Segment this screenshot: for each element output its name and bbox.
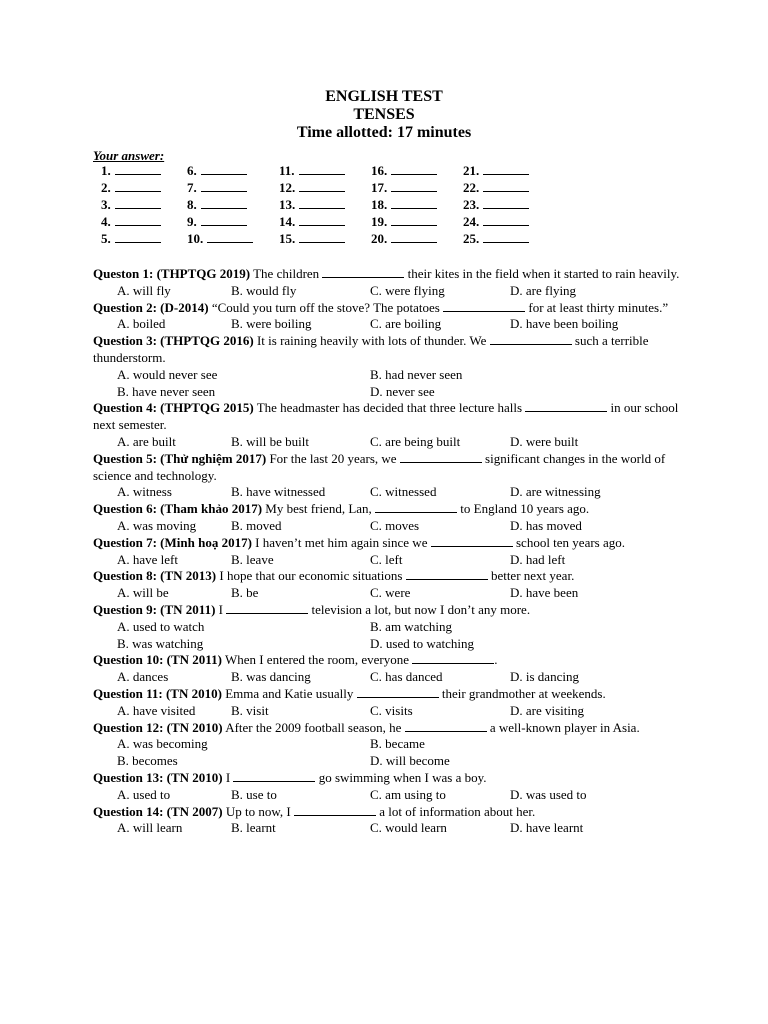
answer-option[interactable]: A. will learn <box>117 820 183 836</box>
question-label: Question 11: <box>93 685 163 701</box>
options-row <box>93 669 683 686</box>
answer-option[interactable]: B. have witnessed <box>231 484 326 500</box>
answer-number: 17. <box>371 180 388 195</box>
answer-blank[interactable] <box>483 163 529 175</box>
question-source: (TN 2011) <box>166 652 222 668</box>
answer-blank[interactable] <box>391 197 437 209</box>
question-label: Question 4: <box>93 400 157 416</box>
question-blank[interactable] <box>431 535 513 547</box>
answer-blank[interactable] <box>483 231 529 243</box>
options-row <box>93 316 683 333</box>
question-label: Question 3: <box>93 333 157 349</box>
question-stem: For the last 20 years, we <box>269 450 397 466</box>
answer-option[interactable]: C. has danced <box>370 669 443 685</box>
answer-number: 10. <box>187 231 204 246</box>
answer-blank[interactable] <box>201 180 247 192</box>
answer-option[interactable]: A. are built <box>117 433 176 449</box>
answer-cell <box>279 231 345 247</box>
answer-option[interactable]: D. will become <box>370 753 450 769</box>
question-stem: The children <box>253 266 320 281</box>
answer-option[interactable]: B. moved <box>231 517 282 533</box>
options-row <box>93 787 683 804</box>
question-stem: I haven’t met him again since we <box>255 534 428 550</box>
answer-row <box>93 163 553 180</box>
answer-option[interactable]: A. will fly <box>117 282 171 298</box>
question-label: Question 6: <box>93 501 157 517</box>
answer-blank[interactable] <box>115 163 161 175</box>
answer-blank[interactable] <box>299 231 345 243</box>
answer-cell <box>187 197 247 213</box>
question-text <box>93 535 683 552</box>
answer-blank[interactable] <box>207 231 253 243</box>
question-stem-end: their kites in the field when it started to rain heavily. <box>407 266 680 281</box>
answer-cell <box>187 214 247 230</box>
answer-cell <box>101 180 161 196</box>
answer-blank[interactable] <box>483 180 529 192</box>
answer-cell <box>279 180 345 196</box>
question-text <box>93 602 683 619</box>
answer-option[interactable]: A. witness <box>117 484 172 500</box>
question-source: (TN 2010) <box>166 719 223 735</box>
answer-option[interactable]: A. will be <box>117 585 169 601</box>
answer-cell <box>463 214 529 230</box>
question-blank[interactable] <box>406 568 488 580</box>
answer-option[interactable]: A. have left <box>117 551 179 567</box>
question-stem: When I entered the room, everyone <box>224 652 410 668</box>
question-stem: “Could you turn off the stove? The potatoes <box>211 299 440 315</box>
question-label: Question 14: <box>93 803 164 819</box>
question-blank[interactable] <box>443 300 525 312</box>
answer-cell <box>371 163 437 179</box>
options-row <box>93 434 683 451</box>
answer-blank[interactable] <box>299 163 345 175</box>
question-blank[interactable] <box>405 720 487 732</box>
answer-row <box>93 214 553 231</box>
answer-option[interactable]: B. had never seen <box>370 366 463 382</box>
answer-option[interactable]: B. was watching <box>117 635 204 651</box>
answer-option[interactable]: C. visits <box>370 702 413 718</box>
answer-number: 15. <box>279 231 296 246</box>
question-stem-end: significant changes in the world of science and technology. <box>93 450 666 483</box>
answer-number: 1. <box>101 163 111 178</box>
answer-option[interactable]: B. became <box>370 736 425 752</box>
time-allotted: Time allotted: 17 minutes <box>296 124 472 141</box>
answer-cell <box>187 163 247 179</box>
question-list <box>93 266 683 837</box>
question-stem: My best friend, Lan, <box>265 501 372 517</box>
answer-number: 4. <box>101 214 111 229</box>
question-text <box>93 400 683 434</box>
answer-row <box>93 231 553 248</box>
answer-cell <box>279 214 345 230</box>
answer-option[interactable]: B. would fly <box>231 282 297 298</box>
question-stem-end: school ten years ago. <box>515 534 626 550</box>
question-text <box>93 568 683 585</box>
answer-number: 16. <box>371 163 388 178</box>
answer-blank[interactable] <box>115 197 161 209</box>
answer-option[interactable]: C. would learn <box>370 820 447 836</box>
options-row <box>93 736 683 753</box>
answer-cell <box>187 180 247 196</box>
answer-option[interactable]: D. have been <box>510 585 579 601</box>
question-stem: Up to now, I <box>225 803 291 819</box>
answer-option[interactable]: B. becomes <box>117 753 178 769</box>
answer-option[interactable]: C. are being built <box>370 433 461 449</box>
question-stem: It is raining heavily with lots of thunder. We <box>256 333 487 349</box>
question-stem-end: go swimming when I was a boy. <box>318 769 487 785</box>
answer-option[interactable]: C. left <box>370 551 403 567</box>
answer-blank[interactable] <box>201 163 247 175</box>
answer-blank[interactable] <box>483 214 529 226</box>
test-subtitle: TENSES <box>353 106 415 123</box>
answer-cell <box>279 163 345 179</box>
answer-cell <box>101 231 161 247</box>
answer-option[interactable]: D. have learnt <box>510 820 584 836</box>
answer-option[interactable]: B. learnt <box>231 820 276 836</box>
answer-number: 21. <box>463 163 480 178</box>
options-row <box>93 384 683 401</box>
answer-option[interactable]: B. were boiling <box>231 316 312 332</box>
answer-blank[interactable] <box>391 231 437 243</box>
answer-blank[interactable] <box>391 180 437 192</box>
answer-cell <box>371 197 437 213</box>
answer-option[interactable]: D. are visiting <box>510 702 585 718</box>
answer-row <box>93 197 553 214</box>
question-text <box>93 333 683 367</box>
question-blank[interactable] <box>322 266 404 278</box>
question-source: (D-2014) <box>160 299 209 315</box>
answer-number: 3. <box>101 197 111 212</box>
answer-number: 22. <box>463 180 480 195</box>
question-stem-end: better next year. <box>490 568 575 584</box>
options-row <box>93 283 683 300</box>
question-text <box>93 804 683 821</box>
question-stem-end: television a lot, but now I don’t any more. <box>311 601 531 617</box>
question-label: Question 2: <box>93 299 157 315</box>
answer-option[interactable]: A. dances <box>117 669 169 685</box>
question-source: (TN 2010) <box>166 769 223 785</box>
answer-cell <box>101 197 161 213</box>
test-title: ENGLISH TEST <box>325 88 443 105</box>
question-stem-end: such a terrible thunderstorm. <box>93 333 649 365</box>
question-blank[interactable] <box>525 400 607 412</box>
answer-number: 25. <box>463 231 480 246</box>
options-row <box>93 585 683 602</box>
answer-blank[interactable] <box>299 180 345 192</box>
question-blank[interactable] <box>412 652 494 664</box>
question-stem: Emma and Katie usually <box>225 685 354 701</box>
question-text <box>93 266 683 283</box>
answer-option[interactable]: C. am using to <box>370 786 446 802</box>
question-source: (Thử nghiệm 2017) <box>160 450 267 466</box>
question-label: Question 10: <box>93 652 164 668</box>
question-stem-end: their grandmother at weekends. <box>441 685 606 701</box>
question-label: Question 12: <box>93 719 164 735</box>
answer-option[interactable]: B. use to <box>231 786 277 802</box>
answer-cell <box>187 231 253 247</box>
answer-option[interactable]: A. was becoming <box>117 736 208 752</box>
answer-option[interactable]: D. are witnessing <box>510 484 601 500</box>
answer-option[interactable]: D. has moved <box>510 517 582 533</box>
answer-number: 11. <box>279 163 295 178</box>
answer-blank[interactable] <box>201 214 247 226</box>
question-stem-end: a well-known player in Asia. <box>489 719 640 735</box>
answer-option[interactable]: A. boiled <box>117 316 166 332</box>
answer-row <box>93 180 553 197</box>
question-label: Queston 1: <box>93 266 154 281</box>
answer-cell <box>371 214 437 230</box>
answer-option[interactable]: D. were built <box>510 433 579 449</box>
answer-option[interactable]: A. have visited <box>117 702 196 718</box>
question-text <box>93 720 683 737</box>
answer-number: 8. <box>187 197 197 212</box>
answer-number: 23. <box>463 197 480 212</box>
question-source: (THPTQG 2016) <box>160 333 254 349</box>
question-stem: After the 2009 football season, he <box>225 719 402 735</box>
answer-option[interactable]: A. was moving <box>117 517 197 533</box>
answer-option[interactable]: B. will be built <box>231 433 309 449</box>
answer-grid <box>93 163 553 248</box>
answer-number: 5. <box>101 231 111 246</box>
answer-cell <box>463 163 529 179</box>
question-source: (TN 2010) <box>165 685 222 701</box>
answer-blank[interactable] <box>299 197 345 209</box>
answer-option[interactable]: C. are boiling <box>370 316 442 332</box>
answer-option[interactable]: D. used to watching <box>370 635 474 651</box>
answer-option[interactable]: D. is dancing <box>510 669 579 685</box>
question-source: (Tham khảo 2017) <box>160 501 263 517</box>
question-label: Question 8: <box>93 568 157 584</box>
answer-number: 24. <box>463 214 480 229</box>
answer-option[interactable]: A. would never see <box>117 366 218 382</box>
question-stem-end: . <box>494 652 498 668</box>
answer-cell <box>463 197 529 213</box>
options-row <box>93 484 683 501</box>
question-label: Question 7: <box>93 534 157 550</box>
answer-cell <box>371 180 437 196</box>
options-row <box>93 552 683 569</box>
answer-number: 20. <box>371 231 388 246</box>
answer-option[interactable]: C. witnessed <box>370 484 437 500</box>
answer-number: 19. <box>371 214 388 229</box>
answer-blank[interactable] <box>201 197 247 209</box>
answer-option[interactable]: B. have never seen <box>117 383 216 399</box>
answer-option[interactable]: B. am watching <box>370 618 452 634</box>
answer-blank[interactable] <box>115 214 161 226</box>
answer-option[interactable]: B. visit <box>231 702 269 718</box>
answer-option[interactable]: D. was used to <box>510 786 587 802</box>
answer-cell <box>371 231 437 247</box>
question-label: Question 9: <box>93 601 157 617</box>
question-text <box>93 686 683 703</box>
question-blank[interactable] <box>226 602 308 614</box>
answer-cell <box>463 231 529 247</box>
question-blank[interactable] <box>233 770 315 782</box>
question-blank[interactable] <box>490 333 572 345</box>
answer-option[interactable]: B. be <box>231 585 259 601</box>
answer-number: 18. <box>371 197 388 212</box>
answer-number: 7. <box>187 180 197 195</box>
question-blank[interactable] <box>357 686 439 698</box>
question-source: (THPTQG 2019) <box>156 266 251 281</box>
answer-option[interactable]: C. were flying <box>370 282 445 298</box>
question-blank[interactable] <box>400 451 482 463</box>
answer-number: 9. <box>187 214 197 229</box>
answer-option[interactable]: A. used to watch <box>117 618 205 634</box>
question-source: (TN 2007) <box>166 803 223 819</box>
question-blank[interactable] <box>375 501 457 513</box>
question-text <box>93 501 683 518</box>
answer-option[interactable]: D. never see <box>370 383 435 399</box>
options-row <box>93 518 683 535</box>
answer-number: 6. <box>187 163 197 178</box>
question-source: (Minh hoạ 2017) <box>160 534 252 550</box>
answer-blank[interactable] <box>115 180 161 192</box>
question-source: (TN 2013) <box>160 568 217 584</box>
answer-blank[interactable] <box>391 163 437 175</box>
question-label: Question 13: <box>93 769 164 785</box>
options-row <box>93 703 683 720</box>
answer-cell <box>279 197 345 213</box>
options-row <box>93 367 683 384</box>
question-source: (TN 2011) <box>160 601 216 617</box>
answer-blank[interactable] <box>115 231 161 243</box>
question-blank[interactable] <box>294 804 376 816</box>
question-stem: I hope that our economic situations <box>219 568 403 584</box>
answer-number: 12. <box>279 180 296 195</box>
options-row <box>93 820 683 837</box>
answer-option[interactable]: C. moves <box>370 517 420 533</box>
question-source: (THPTQG 2015) <box>160 400 254 416</box>
answer-cell <box>101 214 161 230</box>
answer-option[interactable]: D. had left <box>510 551 566 567</box>
answer-cell <box>463 180 529 196</box>
answer-cell <box>101 163 161 179</box>
options-row <box>93 636 683 653</box>
test-header <box>0 88 768 142</box>
answer-option[interactable]: B. was dancing <box>231 669 311 685</box>
answer-option[interactable]: D. are flying <box>510 282 577 298</box>
answer-option[interactable]: C. were <box>370 585 411 601</box>
question-text <box>93 770 683 787</box>
question-stem: The headmaster has decided that three lecture halls <box>256 400 523 416</box>
answer-number: 14. <box>279 214 296 229</box>
question-text <box>93 451 683 485</box>
answer-blank[interactable] <box>391 214 437 226</box>
question-stem: I <box>225 769 231 785</box>
question-stem-end: in our school next semester. <box>93 400 679 433</box>
question-text <box>93 300 683 317</box>
your-answer-label: Your answer: <box>93 148 165 163</box>
answer-blank[interactable] <box>483 197 529 209</box>
options-row <box>93 619 683 636</box>
answer-option[interactable]: B. leave <box>231 551 274 567</box>
answer-number: 2. <box>101 180 111 195</box>
answer-option[interactable]: A. used to <box>117 786 171 802</box>
question-stem-end: to England 10 years ago. <box>460 501 590 517</box>
options-row <box>93 753 683 770</box>
question-text <box>93 652 683 669</box>
question-label: Question 5: <box>93 450 157 466</box>
answer-number: 13. <box>279 197 296 212</box>
answer-option[interactable]: D. have been boiling <box>510 316 619 332</box>
question-stem-end: for at least thirty minutes.” <box>528 299 669 315</box>
question-stem: I <box>218 601 224 617</box>
question-stem-end: a lot of information about her. <box>379 803 536 819</box>
answer-blank[interactable] <box>299 214 345 226</box>
